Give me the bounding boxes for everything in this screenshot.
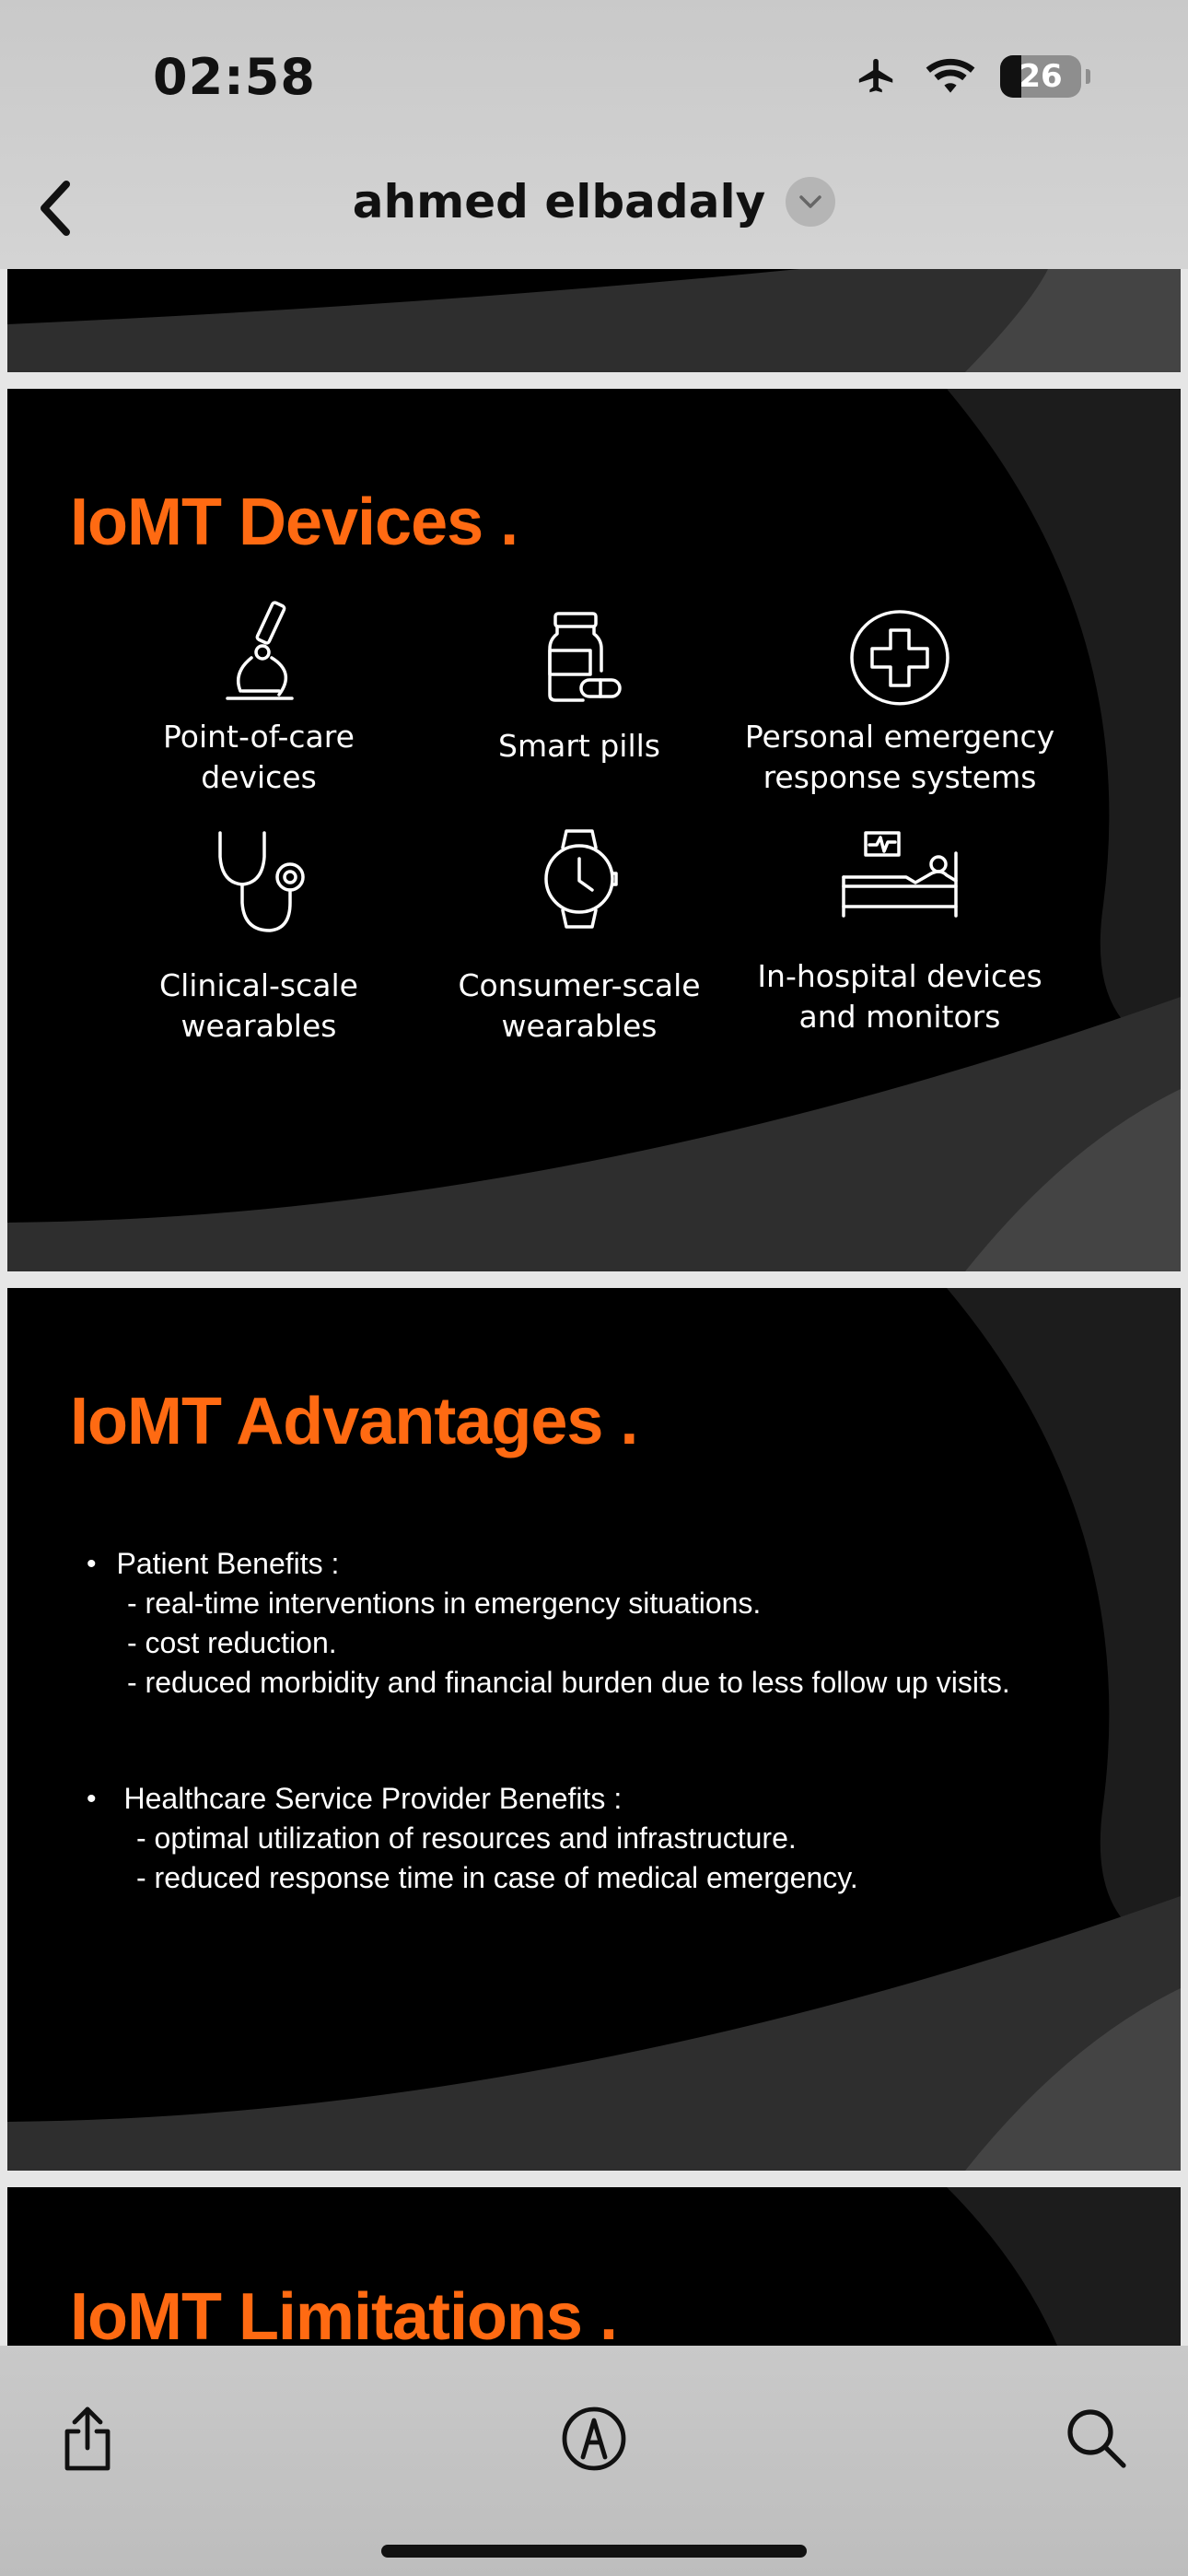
document-title-menu[interactable] xyxy=(0,175,1188,228)
device-label: Point-of-care devices xyxy=(163,719,355,795)
airplane-mode-icon xyxy=(853,55,901,98)
battery-indicator xyxy=(1000,55,1081,98)
slide-title: IoMT Advantages . xyxy=(70,1385,638,1458)
device-item xyxy=(413,610,745,767)
chevron-down-icon xyxy=(798,194,822,209)
document-title: ahmed elbadaly xyxy=(352,175,766,228)
status-time: 02:58 xyxy=(153,48,316,106)
slide-iomt-limitations[interactable] xyxy=(7,2187,1181,2346)
benefit-point: - reduced response time in case of medical emergency. xyxy=(136,1861,858,1894)
bullet-marker: • xyxy=(87,1549,97,1579)
home-indicator[interactable] xyxy=(381,2545,807,2558)
pill-bottle-icon xyxy=(535,610,623,706)
benefit-heading: Patient Benefits : xyxy=(116,1547,340,1580)
device-item xyxy=(93,829,425,1047)
search-icon xyxy=(1065,2406,1129,2471)
benefit-group xyxy=(87,1779,858,1898)
hospital-bed-monitor-icon xyxy=(840,829,960,918)
battery-percent: 26 xyxy=(1019,58,1063,95)
bottom-toolbar xyxy=(0,2346,1188,2576)
search-button[interactable] xyxy=(1055,2397,1138,2480)
benefit-group xyxy=(87,1544,1010,1703)
device-label: Smart pills xyxy=(498,728,660,764)
device-label: Personal emergency response systems xyxy=(744,719,1055,795)
title-dropdown-button[interactable] xyxy=(786,177,835,227)
device-label: In-hospital devices and monitors xyxy=(757,958,1042,1035)
slide-background xyxy=(7,269,1181,372)
benefit-point: - reduced morbidity and financial burden due to less follow up visits. xyxy=(127,1666,1010,1699)
share-icon xyxy=(58,2404,117,2474)
slide-title: IoMT Devices . xyxy=(70,486,518,559)
benefit-point: - cost reduction. xyxy=(127,1626,337,1659)
stethoscope-icon xyxy=(209,829,309,936)
medical-cross-icon xyxy=(847,610,952,706)
status-icons xyxy=(853,55,1081,98)
slide-previous-partial xyxy=(7,269,1181,372)
slide-title: IoMT Limitations . xyxy=(70,2280,617,2346)
device-item xyxy=(413,827,745,1047)
share-button[interactable] xyxy=(46,2397,129,2480)
slide-iomt-devices[interactable] xyxy=(7,389,1181,1271)
device-label: Consumer-scale wearables xyxy=(458,967,701,1044)
benefit-heading: Healthcare Service Provider Benefits : xyxy=(123,1782,623,1815)
smartwatch-icon xyxy=(541,827,618,931)
markup-pen-icon xyxy=(561,2406,627,2472)
benefit-point: - optimal utilization of resources and infrastructure. xyxy=(136,1821,797,1855)
wifi-icon xyxy=(925,56,976,97)
device-label: Clinical-scale wearables xyxy=(159,967,358,1044)
device-item xyxy=(734,610,1066,798)
device-item xyxy=(93,599,425,798)
slide-iomt-advantages[interactable] xyxy=(7,1288,1181,2171)
microscope-icon xyxy=(215,599,303,706)
markup-button[interactable] xyxy=(553,2397,635,2480)
bullet-marker: • xyxy=(87,1784,97,1814)
benefit-point: - real-time interventions in emergency situations. xyxy=(127,1587,762,1620)
device-item xyxy=(734,829,1066,1037)
top-bar xyxy=(0,0,1188,269)
